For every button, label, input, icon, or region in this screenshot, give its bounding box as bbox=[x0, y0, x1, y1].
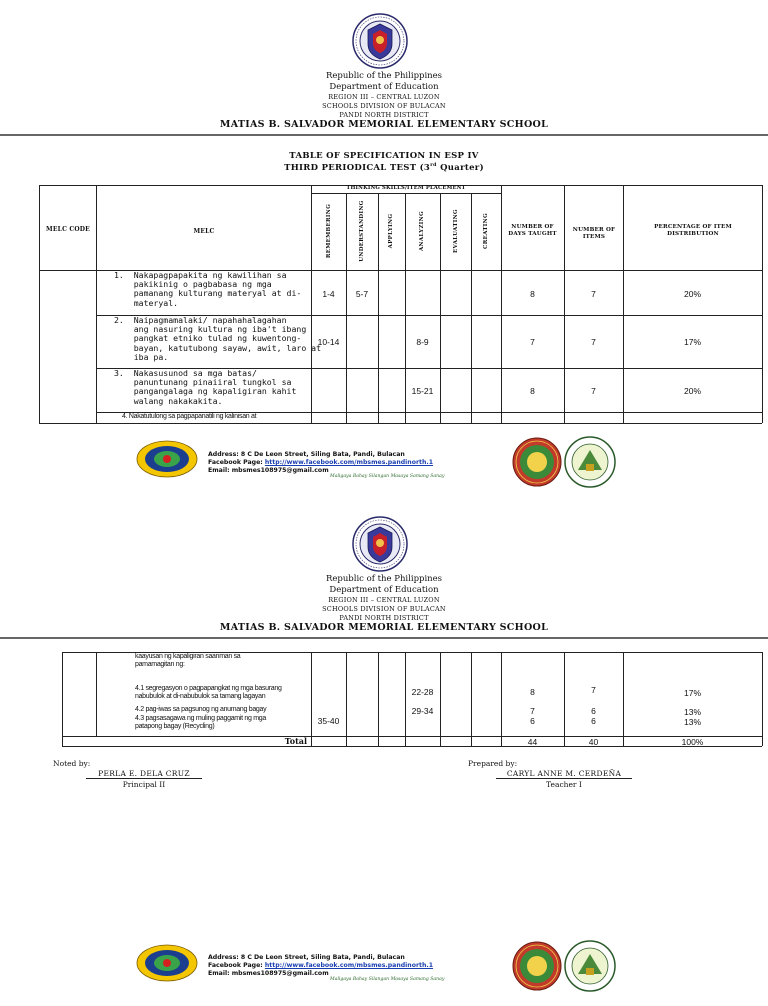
table-row-2-days: 7 bbox=[530, 337, 535, 347]
table-row-4-2-analyzing: 29-34 bbox=[411, 706, 434, 716]
table-row-1-percent: 20% bbox=[683, 289, 701, 299]
table-row-4-2-label: 4.2 pag-iwas sa pagsunog ng anumang bagay bbox=[135, 706, 267, 713]
school-logo-icon bbox=[136, 440, 198, 478]
table-row-4-3-items: 6 bbox=[591, 716, 596, 726]
col-header-melc-code: MELC CODE bbox=[46, 226, 90, 233]
footer-address: Address: 8 C De Leon Street, Siling Bata, Pandi, Bulacan bbox=[208, 451, 405, 458]
header-region: REGION III – CENTRAL LUZON bbox=[328, 93, 440, 101]
table-row-2-analyzing: 8-9 bbox=[416, 337, 429, 347]
table-row-2-percent: 17% bbox=[683, 337, 701, 347]
table-row-4-competency-cont: kaayusan ng kapaligiran saanman sa pamamagitan ng: bbox=[135, 653, 241, 668]
table-row-3-items: 7 bbox=[591, 386, 596, 396]
prepared-by-title: Teacher I bbox=[546, 780, 582, 789]
col-header-applying: APPLYING bbox=[388, 213, 394, 249]
header-republic: Republic of the Philippines bbox=[325, 71, 443, 81]
footer-email: Email: mbsmes108975@gmail.com bbox=[208, 970, 329, 977]
header-republic: Republic of the Philippines bbox=[325, 574, 443, 584]
header-rule bbox=[0, 637, 768, 639]
col-header-creating: CREATING bbox=[483, 213, 489, 249]
table-total-days: 44 bbox=[527, 737, 538, 747]
table-row-1-understanding: 5-7 bbox=[355, 289, 369, 299]
footer-facebook-label: Facebook Page: bbox=[208, 962, 263, 969]
footer-address: Address: 8 C De Leon Street, Siling Bata, Pandi, Bulacan bbox=[208, 954, 405, 961]
division-seal-icon bbox=[564, 436, 616, 488]
document-page-2 bbox=[0, 503, 768, 1006]
table-row-4-3-remembering: 35-40 bbox=[317, 716, 340, 726]
table-row-1-remembering: 1-4 bbox=[322, 289, 335, 299]
table-row-4-1-days: 8 bbox=[530, 687, 535, 697]
table-row-4-competency-start: 4. Nakatutulong sa pagpapanatili ng kalinisan at bbox=[122, 413, 257, 420]
table-row-4-2-days: 7 bbox=[530, 706, 535, 716]
table-row-3-analyzing: 15-21 bbox=[411, 386, 434, 396]
header-district: PANDI NORTH DISTRICT bbox=[339, 614, 429, 622]
col-header-number-of-items: NUMBER OF ITEMS bbox=[572, 227, 616, 240]
table-row-2-items: 7 bbox=[591, 337, 596, 347]
header-district: PANDI NORTH DISTRICT bbox=[339, 111, 429, 119]
noted-by-title: Principal II bbox=[122, 780, 166, 789]
table-row-4-3-label: 4.3 pagsasagawa ng muling paggamit ng mga patapong bagay (Recycling) bbox=[135, 715, 266, 730]
footer-tagline: Maligaya Bahay Silangan Masaya Samang Sanay bbox=[330, 977, 445, 982]
table-row-1-days: 8 bbox=[530, 289, 535, 299]
district-seal-icon bbox=[512, 437, 562, 487]
table-row-4-1-percent: 17% bbox=[683, 688, 701, 698]
doc-subtitle: THIRD PERIODICAL TEST (3rd Quarter) bbox=[284, 162, 484, 173]
table-row-4-3-days: 6 bbox=[530, 716, 535, 726]
col-header-melc: MELC bbox=[193, 228, 215, 235]
header-rule bbox=[0, 134, 768, 136]
header-department: Department of Education bbox=[329, 82, 439, 92]
doc-title: TABLE OF SPECIFICATION IN ESP IV bbox=[289, 151, 479, 161]
col-header-understanding: UNDERSTANDING bbox=[359, 200, 365, 262]
table-row-3-days: 8 bbox=[530, 386, 535, 396]
table-row-2-remembering: 10-14 bbox=[317, 337, 340, 347]
table-row-4-1-items: 7 bbox=[591, 685, 596, 695]
header-division: SCHOOLS DIVISION OF BULACAN bbox=[322, 605, 446, 613]
footer-email: Email: mbsmes108975@gmail.com bbox=[208, 467, 329, 474]
footer-contact bbox=[208, 954, 433, 978]
school-logo-icon bbox=[136, 944, 198, 982]
footer-facebook-label: Facebook Page: bbox=[208, 459, 263, 466]
table-row-3-competency: 3. Nakasusunod sa mga batas/ panuntunang pinaiiral tungkol sa pangangalaga ng kapaligiran kahit walang nakakakita. bbox=[114, 368, 297, 406]
district-seal-icon bbox=[512, 941, 562, 991]
table-row-4-2-percent: 13% bbox=[683, 707, 701, 717]
footer-facebook-link[interactable]: http://www.facebook.com/mbsmes.pandinorth.1 bbox=[264, 459, 434, 466]
table-row-4-1-analyzing: 22-28 bbox=[411, 687, 434, 697]
col-header-evaluating: EVALUATING bbox=[453, 209, 459, 253]
col-header-remembering: REMEMBERING bbox=[326, 203, 332, 259]
prepared-by-label: Prepared by: bbox=[468, 759, 518, 768]
header-school-name: MATIAS B. SALVADOR MEMORIAL ELEMENTARY SCHOOL bbox=[219, 622, 549, 633]
header-department: Department of Education bbox=[329, 585, 439, 595]
table-row-4-1-label: 4.1 segregasyon o pagpapangkat ng mga basurang nabubulok at di-nabubulok sa tamang lagayan bbox=[135, 685, 282, 700]
col-header-percentage: PERCENTAGE OF ITEM DISTRIBUTION bbox=[654, 224, 732, 237]
header-region: REGION III – CENTRAL LUZON bbox=[328, 596, 440, 604]
table-row-2-competency: 2. Naipagmamalaki/ napahahalagahan ang nasuring kultura ng iba't ibang pangkat etniko tulad ng kuwentong- bayan, katutubong sayaw, awit, laro at iba pa. bbox=[114, 315, 322, 362]
table-total-label: Total bbox=[284, 736, 307, 746]
col-header-days-taught: NUMBER OF DAYS TAUGHT bbox=[508, 224, 557, 237]
deped-seal-icon bbox=[352, 516, 408, 572]
header-school-name: MATIAS B. SALVADOR MEMORIAL ELEMENTARY SCHOOL bbox=[219, 119, 549, 130]
col-header-analyzing: ANALYZING bbox=[419, 211, 425, 252]
footer-facebook-link[interactable]: http://www.facebook.com/mbsmes.pandinorth.1 bbox=[264, 962, 434, 969]
col-header-thinking-skills: THINKING SKILLS/ITEM PLACEMENT bbox=[346, 185, 466, 191]
footer-contact bbox=[208, 451, 433, 475]
header-division: SCHOOLS DIVISION OF BULACAN bbox=[322, 102, 446, 110]
prepared-by-name: CARYL ANNE M. CERDEÑA bbox=[496, 769, 632, 779]
table-row-4-3-percent: 13% bbox=[683, 717, 701, 727]
table-total-percent: 100% bbox=[681, 737, 704, 747]
noted-by-name: PERLA E. DELA CRUZ bbox=[86, 769, 202, 779]
table-row-1-competency: 1. Nakapagpapakita ng kawilihan sa pakikinig o pagbabasa ng mga pamanang kulturang materyal at di- materyal. bbox=[114, 270, 302, 308]
table-row-1-items: 7 bbox=[591, 289, 596, 299]
table-row-4-2-items: 6 bbox=[591, 706, 596, 716]
division-seal-icon bbox=[564, 940, 616, 992]
table-row-3-percent: 20% bbox=[683, 386, 701, 396]
table-total-items: 40 bbox=[588, 737, 599, 747]
footer-tagline: Maligaya Bahay Silangan Masaya Samang Sanay bbox=[330, 474, 445, 479]
noted-by-label: Noted by: bbox=[53, 759, 91, 768]
deped-seal-icon bbox=[352, 13, 408, 69]
